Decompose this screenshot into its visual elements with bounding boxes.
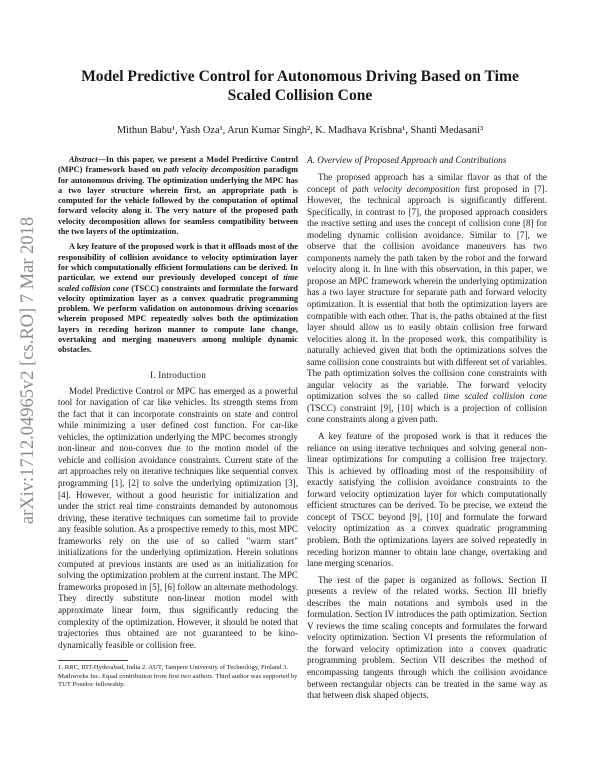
paper-title: Model Predictive Control for Autonomous Driving Based on Time Scaled Collision Cone [81,68,519,104]
left-column [58,155,298,689]
footnote: 1. RRC, IIIT-Hyderabad, India 2. AUT, Tampere University of Technology, Finland 3. Mathworks Inc. Equal contribution from first two authors. Third author was supported by TUT Postdoc fellowship. [58,664,298,688]
intro-paragraph: Model Predictive Control or MPC has emerged as a powerful tool for navigation of car like vehicles. Its strength stems from the fact that it can incorporate constraints on state and control while minimizing a user defined cost function. For car-like vehicles, the optimization underlying the MPC becomes strongly non-linear and non-convex due to the motion model of the vehicle and collision avoidance constraints. Current state of the art approaches rely on iterative techniques like sequential convex programming [1], [2] to solve the underlying optimization [3], [4]. However, without a good heuristic for initialization and under the strict real time constraints demanded by autonomous driving, these iterative techniques can sometime fail to provide any feasible solution. As a prospective remedy to this, most MPC frameworks rely on the use of so called "warm start" initializations for the underlying optimization. Herein solutions computed at previous instants are used as an initialization for solving the optimization problem at the current instant. The MPC frameworks proposed in [5], [6] follow an alternate methodology. They directly substitute non-linear motion model with approximate linear form, thus significantly reducing the complexity of the optimization. However, it should be noted that trajectories thus obtained are not guaranteed to be kino-dynamically feasible or collision free. [58,385,298,650]
arxiv-identifier [16,150,42,590]
subsection-heading-overview: A. Overview of Proposed Approach and Contributions [307,155,507,165]
overview-paragraph-2: A key feature of the proposed work is that it reduces the reliance on using iterative techniques and solving general non-linear optimizations for computing a collision free trajectory. This is achieved by offloading most of the responsibility of exactly satisfying the collision avoidance constraints to the forward velocity optimization layer for which computationally efficient structures can be derived. To be precise, we extend the concept of TSCC beyond [9], [10] and formulate the forward velocity optimization as a convex quadratic programming problem. Both the optimizations layers are solved repeatedly in receding horizon manner to obtain lane change, overtaking and lane merging scenarios. [307,431,547,569]
arxiv-id-text: arXiv:1712.04965v2 [cs.RO] 7 Mar 2018 [18,216,39,524]
footnote-divider [58,660,128,661]
abstract-paragraph-1: Abstract—In this paper, we present a Model Predictive Control (MPC) framework based on path velocity decomposition paradigm for autonomous driving. The optimization underlying the MPC has a two layer structure wherein first, an appropriate path is computed for the vehicle followed by the computation of optimal forward velocity along it. The very nature of the proposed path velocity decomposition allows for seamless compatibility between the two layers of the optimization. [58,155,299,237]
right-column [307,155,547,702]
abstract [58,155,298,356]
section-heading-introduction: I. Introduction [149,369,207,380]
abstract-label: Abstract [69,155,98,164]
overview-paragraph-3: The rest of the paper is organized as follows. Section II presents a review of the related works. Section III briefly describes the main notations and symbols used in the formulation. Section IV introduces the path optimization. Section V reviews the time scaling concepts and formulates the forward velocity optimization. Section VI presents the reformulation of the forward velocity optimization into a convex quadratic programming problem. Section VII describes the method of encompassing tangents through which the collision avoidance between rectangular objects can be treated in the same way as that between disk shaped objects. [307,574,547,701]
abstract-paragraph-2: A key feature of the proposed work is that it offloads most of the responsibility of collision avoidance to velocity optimization layer for which computationally efficient formulations can be derived. In particular, we extend our previously developed concept of time scaled collision cone (TSCC) constraints and formulate the forward velocity optimization layer as a convex quadratic programming problem. We perform validation on autonomous driving scenarios wherein proposed MPC repeatedly solves both the optimization layers in receding horizon manner to compute lane change, overtaking and merging maneuvers among multiple dynamic obstacles. [58,242,298,355]
overview-paragraph-1: The proposed approach has a similar flavor as that of the concept of path velocity decomposition first proposed in [7]. However, the technical approach is significantly different. Specifically, in contrast to [7], the proposed approach considers the reactive setting and uses the concept of collision cone [8] for modeling dynamic collision avoidance. Similar to [7], we observe that the collision avoidance maneuvers has two components namely the path taken by the robot and the forward velocity along it. In line with this observation, in this paper, we propose an MPC framework wherein the underlying optimization has a two layer structure for separate path and forward velocity optimization. It is essential that both the optimization layers are compatible with each other. That is, the paths obtained at the first layer should allow us to easily obtain collision free forward velocities along it. In the proposed work, this compatibility is naturally achieved given that both the optimizations solves the same collision cone constraints but with different set of variables. The path optimization solves the collision cone constraints with angular velocity as the variable. The forward velocity optimization solves the so called time scaled collision cone (TSCC) constraint [9], [10] which is a projection of collision cone constraints along a given path. [307,172,547,425]
author-list: Mithun Babu¹, Yash Oza¹, Arun Kumar Singh², K. Madhava Krishna¹, Shanti Medasani³ [116,125,484,136]
